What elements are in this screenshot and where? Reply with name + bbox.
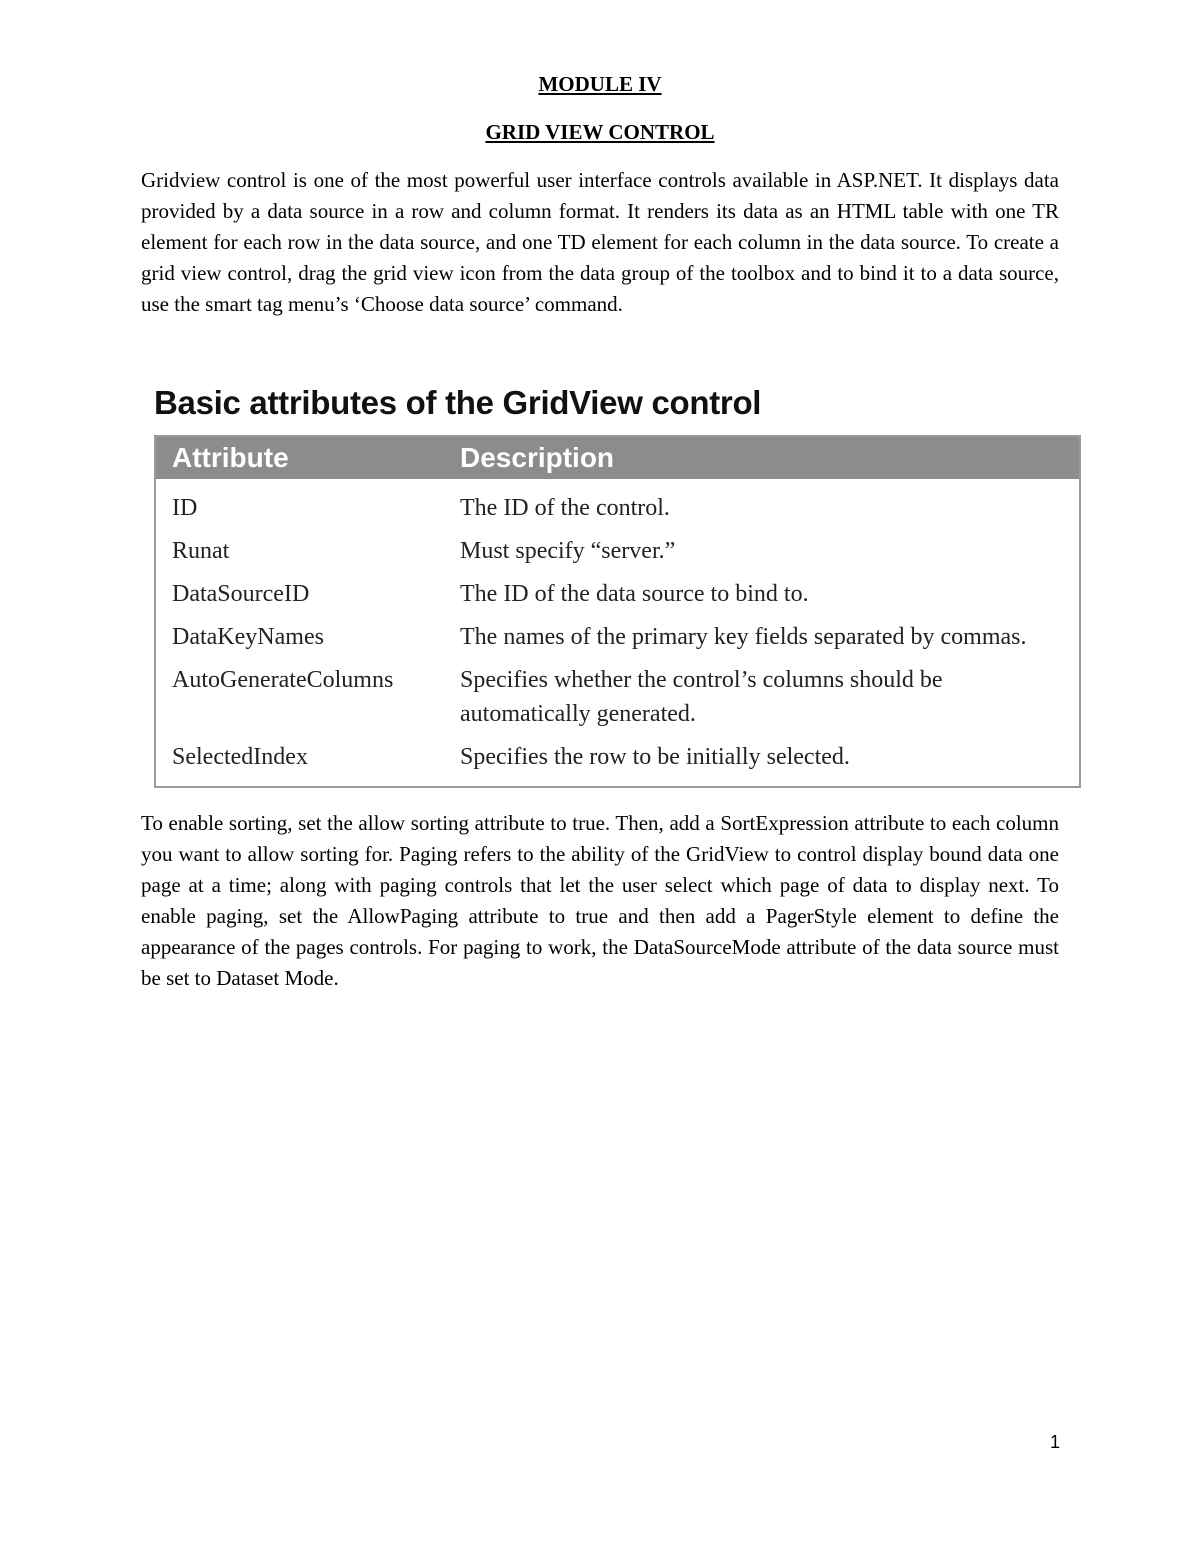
table-row: [155, 659, 1080, 736]
description-cell: The names of the primary key fields separated by commas.: [460, 624, 1027, 650]
description-cell: The ID of the control.: [460, 495, 670, 521]
attribute-cell: DataSourceID: [172, 581, 310, 607]
table-row: [155, 736, 1080, 787]
table-row: [155, 530, 1080, 573]
attribute-cell: ID: [172, 495, 198, 521]
attribute-cell: AutoGenerateColumns: [172, 667, 394, 693]
description-cell: Specifies the row to be initially selected.: [460, 744, 850, 770]
attributes-table: [154, 435, 1081, 788]
column-header-description: Description: [444, 436, 1080, 479]
description-cell: Must specify “server.”: [460, 538, 676, 564]
figure-title: Basic attributes of the GridView control: [154, 384, 762, 421]
attribute-cell: SelectedIndex: [172, 744, 308, 770]
attribute-cell: Runat: [172, 538, 230, 564]
section-heading: GRID VIEW CONTROL: [485, 120, 715, 144]
table-row: [155, 616, 1080, 659]
page-number: 1: [1049, 1432, 1060, 1452]
module-heading: MODULE IV: [538, 72, 662, 96]
attribute-cell: DataKeyNames: [172, 624, 324, 650]
table-header-row: [155, 436, 1080, 479]
table-row: [155, 479, 1080, 530]
description-cell: Specifies whether the control’s columns should be automatically generated.: [460, 667, 943, 727]
description-cell: The ID of the data source to bind to.: [460, 581, 809, 607]
table-row: [155, 573, 1080, 616]
column-header-attribute: Attribute: [155, 436, 444, 479]
body-paragraph: To enable sorting, set the allow sorting attribute to true. Then, add a SortExpression attribute to each column you want to allow sorting for. Paging refers to the ability of the GridView to control display bound data one page at a time; along with paging controls that let the user select which page of data to display next. To enable paging, set the AllowPaging attribute to true and then add a PagerStyle element to define the appearance of the pages controls. For paging to work, the DataSourceMode attribute of the data source must be set to Dataset Mode.: [141, 811, 1059, 990]
intro-paragraph: Gridview control is one of the most powerful user interface controls available in ASP.NET. It displays data provided by a data source in a row and column format. It renders its data as an HTML table with one TR element for each row in the data source, and one TD element for each column in the data source. To create a grid view control, drag the grid view icon from the data group of the toolbox and to bind it to a data source, use the smart tag menu’s ‘Choose data source’ command.: [141, 168, 1059, 316]
attributes-figure: [150, 383, 1085, 788]
